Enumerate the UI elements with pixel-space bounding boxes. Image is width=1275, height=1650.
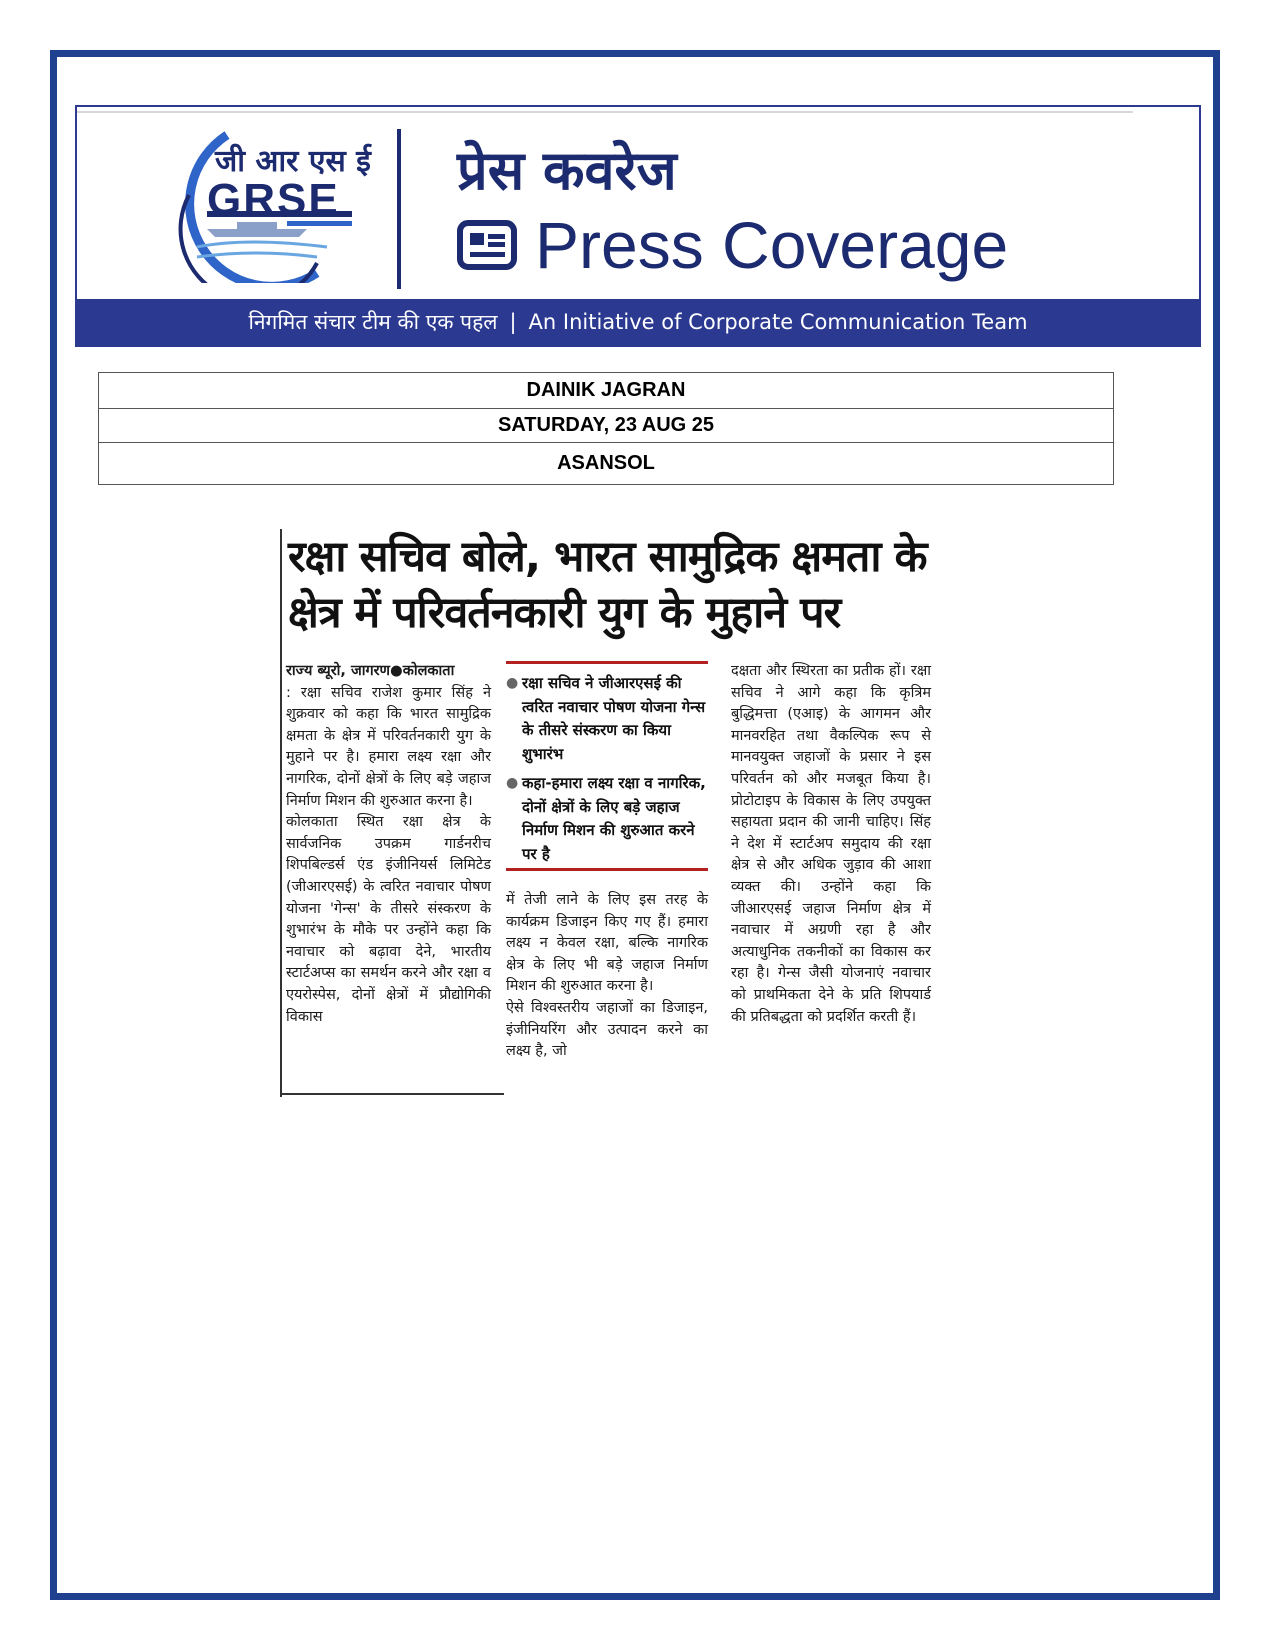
title-english-row bbox=[457, 207, 1008, 283]
banner-divider bbox=[397, 129, 401, 289]
article-paragraph: : रक्षा सचिव राजेश कुमार सिंह ने शुक्रवार को कहा कि भारत सामुद्रिक क्षमता के क्षेत्र में परिवर्तनकारी युग के मुहाने पर है। हमारा लक्ष्य रक्षा और नागरिक, दोनों क्षेत्रों के लिए बड़े जहाज निर्माण मिशन की शुरुआत करना है। bbox=[286, 684, 491, 809]
highlight-text: रक्षा सचिव ने जीआरएसई की त्वरित नवाचार पोषण योजना गेन्स के तीसरे संस्करण का किया शुभारंभ bbox=[522, 674, 706, 763]
edition-name: ASANSOL bbox=[99, 443, 1114, 485]
bullet-icon: ● bbox=[506, 675, 519, 691]
highlight-text: कहा-हमारा लक्ष्य रक्षा व नागरिक, दोनों क्षेत्रों के लिए बड़े जहाज निर्माण मिशन की शुरुआत करने पर है bbox=[522, 774, 706, 863]
tagline-separator: | bbox=[509, 310, 517, 334]
highlight-item bbox=[506, 672, 708, 766]
highlight-item bbox=[506, 772, 708, 866]
article-paragraph: कोलकाता स्थित रक्षा क्षेत्र के सार्वजनिक उपक्रम गार्डनरीच शिपबिल्डर्स एंड इंजीनियर्स लिमिटेड (जीआरएसई) के त्वरित नवाचार पोषण योजना 'गेन्स' के तीसरे संस्करण के शुभारंभ के मौके पर उन्होंने कहा कि नवाचार को बढ़ावा देने, भारतीय स्टार्टअप्स का समर्थन करने और रक्षा व एयरोस्पेस, दोनों क्षेत्रों में प्रौद्योगिकी विकास bbox=[286, 814, 491, 1025]
logo-hindi-text: जी आर एस ई bbox=[215, 144, 371, 179]
highlights-box bbox=[506, 661, 708, 871]
logo-english-text: GRSE bbox=[207, 175, 340, 224]
publication-info-table bbox=[98, 372, 1114, 485]
article-column-3 bbox=[731, 661, 931, 1028]
tagline-english: An Initiative of Corporate Communication Team bbox=[528, 310, 1028, 334]
press-coverage-banner bbox=[75, 105, 1201, 347]
tagline-hindi: निगमित संचार टीम की एक पहल bbox=[248, 310, 498, 334]
title-english: Press Coverage bbox=[535, 208, 1009, 282]
clipping-left-rule bbox=[280, 529, 282, 1097]
article-column-1 bbox=[286, 661, 491, 1028]
tagline-strip bbox=[77, 299, 1199, 345]
bullet-icon: ● bbox=[506, 775, 519, 791]
newspaper-icon bbox=[457, 220, 517, 270]
publication-date: SATURDAY, 23 AUG 25 bbox=[99, 409, 1114, 443]
article-byline: राज्य ब्यूरो, जागरण●कोलकाता bbox=[286, 663, 455, 679]
article-paragraph: दक्षता और स्थिरता का प्रतीक हों। रक्षा सचिव ने आगे कहा कि कृत्रिम बुद्धिमत्ता (एआइ) के आगमन और मानवरहित तथा वैकल्पिक रूप से मानवयुक्त जहाजों के प्रसार ने इस परिवर्तन को और मजबूत किया है। प्रोटोटाइप के विकास के लिए उपयुक्त सहायता प्रदान की जानी चाहिए। सिंह ने देश में स्टार्टअप समुदाय की रक्षा क्षेत्र से और अधिक जुड़ाव की आशा व्यक्त की। उन्होंने कहा कि जीआरएसई जहाज निर्माण क्षेत्र में नवाचार में अग्रणी रहा है और अत्याधुनिक तकनीकों का विकास कर रहा है। गेन्स जैसी योजनाएं नवाचार को प्राथमिकता देने के प्रति शिपयार्ड की प्रतिबद्धता को प्रदर्शित करती हैं। bbox=[731, 663, 931, 1025]
article-paragraph: ऐसे विश्वस्तरीय जहाजों का डिजाइन, इंजीनियरिंग और उत्पादन करने का लक्ष्य है, जो bbox=[506, 999, 708, 1060]
clipping-bottom-rule bbox=[280, 1093, 504, 1095]
article-column-2 bbox=[506, 890, 708, 1063]
newspaper-name: DAINIK JAGRAN bbox=[99, 373, 1114, 409]
banner-top-rule bbox=[77, 111, 1133, 113]
title-hindi: प्रेस कवरेज bbox=[457, 139, 677, 202]
article-headline: रक्षा सचिव बोले, भारत सामुद्रिक क्षमता के क्षेत्र में परिवर्तनकारी युग के मुहाने पर bbox=[288, 532, 927, 638]
article-paragraph: में तेजी लाने के लिए इस तरह के कार्यक्रम डिजाइन किए गए हैं। हमारा लक्ष्य न केवल रक्षा, बल्कि नागरिक क्षेत्र के लिए भी बड़े जहाज निर्माण मिशन की शुरुआत करना है। bbox=[506, 892, 708, 995]
grse-logo bbox=[167, 125, 371, 283]
news-clipping bbox=[276, 515, 934, 1097]
